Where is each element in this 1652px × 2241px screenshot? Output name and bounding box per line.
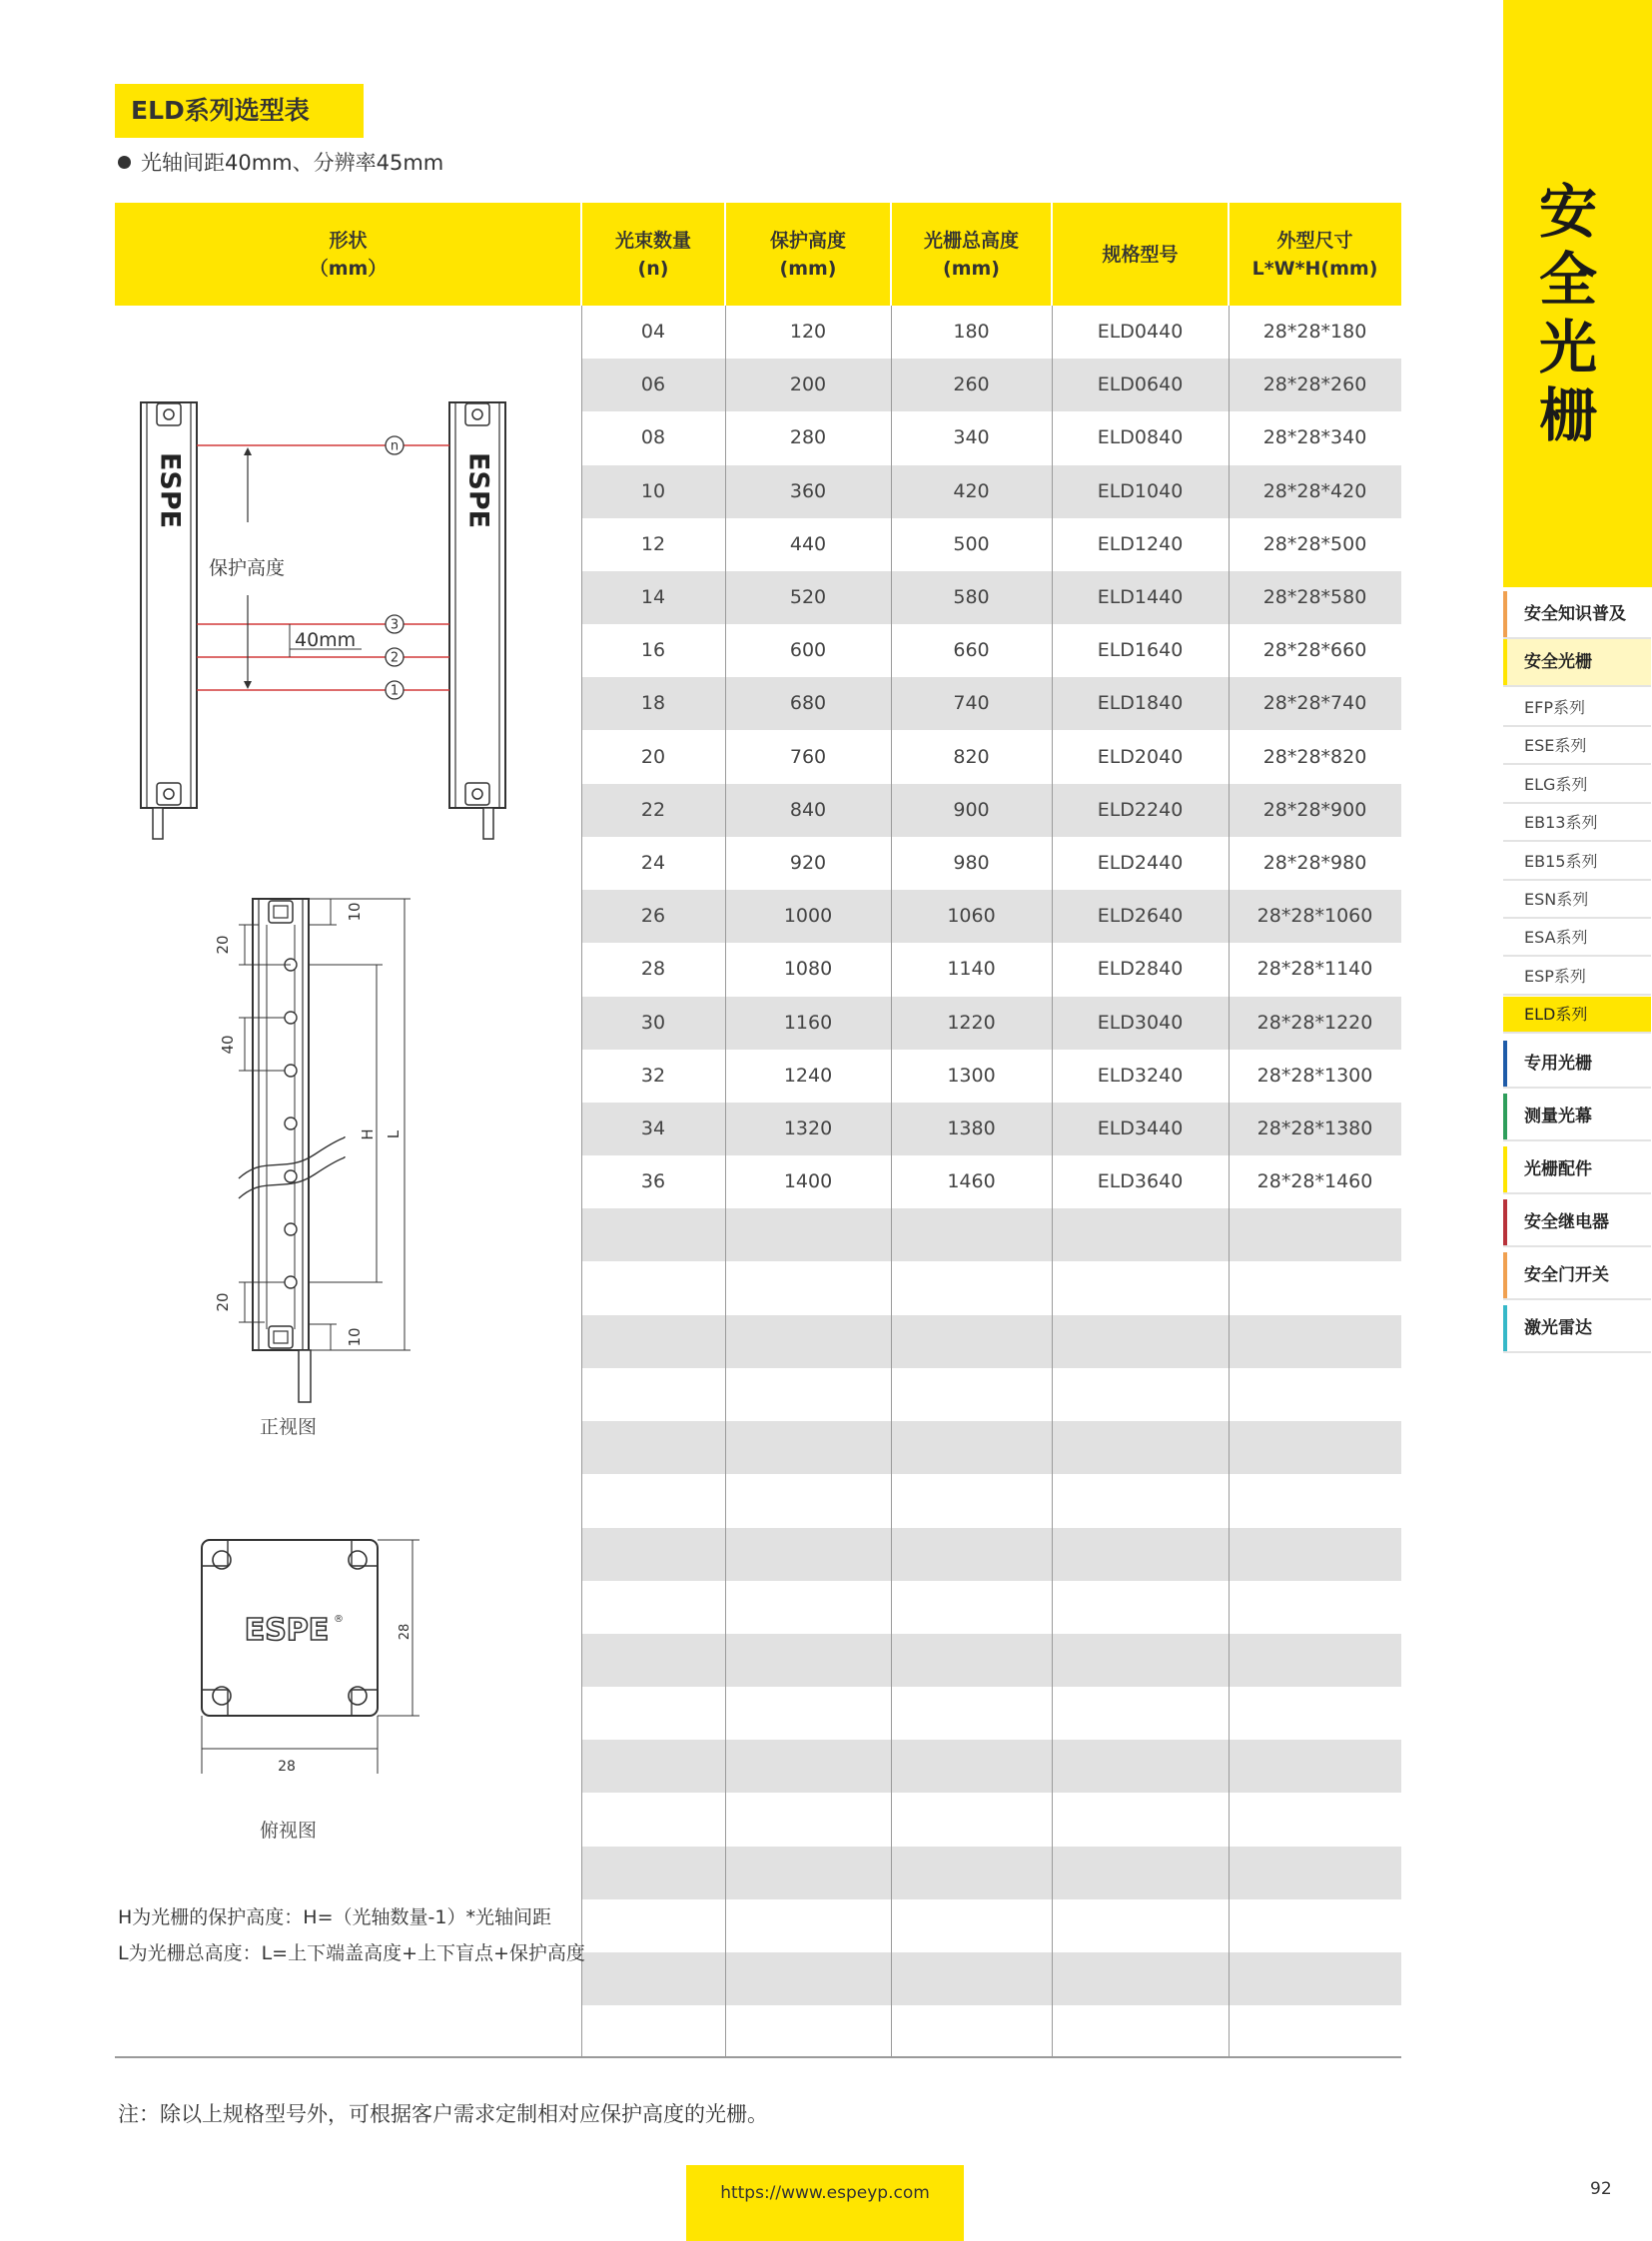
table-row <box>581 465 1401 518</box>
table-row <box>581 1740 1401 1793</box>
table-row <box>581 1899 1401 1952</box>
table-cell: 340 <box>953 426 990 449</box>
table-cell: ELD3640 <box>1097 1170 1184 1193</box>
table-cell: 1320 <box>783 1118 833 1139</box>
table-cell: 28*28*980 <box>1262 852 1367 874</box>
table-cell: 1080 <box>783 958 833 981</box>
table-cell: 28*28*1460 <box>1256 1170 1373 1193</box>
table-cell: 28*28*1220 <box>1256 1011 1373 1034</box>
table-cell: 28*28*260 <box>1262 374 1367 396</box>
table-cell: 1240 <box>783 1064 833 1087</box>
header-shape: 形状 （mm） <box>309 229 388 280</box>
table-cell: 1380 <box>947 1118 996 1139</box>
sidebar-sub-item[interactable]: EB13系列 <box>1503 805 1651 842</box>
table-cell: 680 <box>789 692 827 715</box>
brand-logo-right: ESPE <box>462 451 494 529</box>
table-cell: 28*28*180 <box>1262 321 1367 343</box>
table-cell: 28*28*340 <box>1262 426 1367 449</box>
sidebar-nav-item[interactable]: 安全知识普及 <box>1503 591 1651 639</box>
table-cell: 440 <box>789 532 827 555</box>
table-cell: 980 <box>953 852 990 874</box>
table-cell: 22 <box>640 798 666 821</box>
sidebar-nav-item[interactable]: 光栅配件 <box>1503 1146 1651 1194</box>
table-row <box>581 1050 1401 1103</box>
table-cell: ELD2840 <box>1097 958 1184 981</box>
table-row <box>581 890 1401 943</box>
table-cell: ELD2440 <box>1097 852 1184 874</box>
table-cell: 26 <box>640 905 666 928</box>
table-row <box>581 1262 1401 1315</box>
table-cell: 16 <box>640 639 666 662</box>
table-row <box>581 677 1401 730</box>
table-row <box>581 411 1401 464</box>
footer-url[interactable]: https://www.espeyp.com <box>686 2165 964 2241</box>
table-cell: ELD2240 <box>1097 798 1184 821</box>
header-dimensions: 外型尺寸 L*W*H(mm) <box>1251 229 1378 280</box>
table-cell: 180 <box>953 321 990 343</box>
table-row <box>581 1581 1401 1634</box>
table-row <box>581 518 1401 571</box>
table-cell: 900 <box>953 798 990 821</box>
table-row <box>581 784 1401 837</box>
table-row <box>581 1315 1401 1368</box>
table-cell: ELD0640 <box>1097 374 1184 396</box>
table-row <box>581 571 1401 624</box>
drawing-svg <box>115 306 581 2057</box>
pitch-label: 40mm <box>295 629 357 651</box>
table-cell: 28*28*420 <box>1262 479 1367 502</box>
table-cell: 1140 <box>947 958 996 981</box>
table-cell: ELD1640 <box>1097 639 1184 662</box>
table-cell: 1000 <box>783 905 833 928</box>
table-row <box>581 943 1401 996</box>
table-cell: 840 <box>789 798 827 821</box>
sidebar-sub-item[interactable]: ELD系列 <box>1503 997 1651 1034</box>
sidebar-sub-item[interactable]: ESE系列 <box>1503 728 1651 765</box>
top-view-label: 俯视图 <box>260 1820 318 1842</box>
table-cell: 14 <box>640 586 666 608</box>
table-row <box>581 2005 1401 2058</box>
table-cell: 06 <box>640 374 666 396</box>
table-cell: ELD2640 <box>1097 905 1184 928</box>
dim-40: 40 <box>219 1035 237 1055</box>
sidebar-nav-item[interactable]: 安全门开关 <box>1503 1252 1651 1300</box>
table-cell: 920 <box>789 852 827 874</box>
table-cell: 10 <box>640 479 666 502</box>
header-protect-height: 保护高度 (mm) <box>769 229 846 280</box>
table-cell: 520 <box>789 586 827 608</box>
table-cell: 600 <box>789 639 827 662</box>
sidebar-sub-item[interactable]: EB15系列 <box>1503 844 1651 881</box>
table-cell: 34 <box>640 1118 666 1139</box>
product-drawing <box>115 306 581 2057</box>
dim-10-bottom: 10 <box>346 1327 364 1347</box>
brand-logo-top-view: ESPE <box>244 1613 330 1648</box>
table-cell: 28*28*580 <box>1262 586 1367 608</box>
table-cell: 1400 <box>783 1170 833 1193</box>
table-cell: 28*28*660 <box>1262 639 1367 662</box>
sidebar-nav-item[interactable]: 安全光栅 <box>1503 639 1651 687</box>
table-row <box>581 1474 1401 1527</box>
table-cell: 28 <box>640 958 666 981</box>
table-cell: 420 <box>953 479 990 502</box>
dim-H: H <box>359 1128 377 1140</box>
table-row <box>581 1421 1401 1474</box>
table-cell: 580 <box>953 586 990 608</box>
table-cell: 04 <box>640 321 666 343</box>
table-cell: ELD3040 <box>1097 1011 1184 1034</box>
table-cell: ELD1440 <box>1097 586 1184 608</box>
table-cell: 32 <box>640 1064 666 1087</box>
sidebar-sub-item[interactable]: ELG系列 <box>1503 767 1651 804</box>
table-cell: 28*28*900 <box>1262 798 1367 821</box>
table-cell: ELD2040 <box>1097 745 1184 768</box>
table-cell: 760 <box>789 745 827 768</box>
dim-10-top: 10 <box>346 902 364 922</box>
table-row <box>581 1103 1401 1155</box>
sidebar-sub-item[interactable]: ESN系列 <box>1503 882 1651 919</box>
table-row <box>581 1687 1401 1740</box>
table-row <box>581 1155 1401 1208</box>
dim-20-bottom: 20 <box>214 1292 232 1312</box>
sidebar-sub-item[interactable]: ESA系列 <box>1503 920 1651 957</box>
table-cell: 360 <box>789 479 827 502</box>
sidebar-nav-item[interactable]: 激光雷达 <box>1503 1305 1651 1353</box>
table-row <box>581 1208 1401 1261</box>
table-row <box>581 1634 1401 1687</box>
table-cell: 820 <box>953 745 990 768</box>
dim-28-vertical: 28 <box>398 1623 413 1641</box>
table-cell: 1460 <box>947 1170 996 1193</box>
header-beam-count: 光束数量 (n) <box>614 229 691 280</box>
table-cell: ELD0840 <box>1097 426 1184 449</box>
sidebar-nav-item[interactable]: 安全继电器 <box>1503 1199 1651 1247</box>
header-model: 规格型号 <box>1102 243 1179 266</box>
table-cell: 20 <box>640 745 666 768</box>
formula-l: L为光栅总高度：L=上下端盖高度+上下盲点+保护高度 <box>118 1942 585 1964</box>
footnote: 注：除以上规格型号外，可根据客户需求定制相对应保护高度的光栅。 <box>118 2102 768 2126</box>
table-cell: ELD3240 <box>1097 1064 1184 1087</box>
table-cell: 18 <box>640 692 666 715</box>
table-cell: 28*28*1380 <box>1256 1118 1373 1139</box>
table-cell: 260 <box>953 374 990 396</box>
table-row <box>581 359 1401 411</box>
table-cell: 24 <box>640 852 666 874</box>
table-row <box>581 1794 1401 1847</box>
table-cell: 28*28*820 <box>1262 745 1367 768</box>
page-number: 92 <box>1590 2179 1612 2199</box>
table-row <box>581 1847 1401 1899</box>
table-cell: ELD1240 <box>1097 532 1184 555</box>
table-cell: ELD0440 <box>1097 321 1184 343</box>
sidebar-sub-item[interactable]: EFP系列 <box>1503 690 1651 727</box>
beam-3-marker: 3 <box>390 617 400 633</box>
front-view-label: 正视图 <box>260 1416 318 1438</box>
table-header <box>115 203 1401 306</box>
beam-2-marker: 2 <box>390 650 400 666</box>
registered-mark: ® <box>334 1614 344 1625</box>
table-cell: 28*28*1140 <box>1256 958 1373 981</box>
beam-1-marker: 1 <box>390 683 400 699</box>
curtain-pair-diagram <box>141 402 505 839</box>
front-view-diagram <box>214 899 411 1904</box>
table-cell: 12 <box>640 532 666 555</box>
top-view-diagram <box>202 1540 419 1775</box>
table-cell: 28*28*1060 <box>1256 905 1373 928</box>
protect-height-label: 保护高度 <box>209 557 286 579</box>
dim-L: L <box>385 1129 403 1139</box>
subtitle-text: 光轴间距40mm、分辨率45mm <box>141 151 444 175</box>
dim-20-top: 20 <box>214 935 232 955</box>
table-cell: 36 <box>640 1170 666 1193</box>
section-title: ELD系列选型表 <box>115 84 364 138</box>
sidebar-sub-item[interactable]: ESP系列 <box>1503 959 1651 996</box>
table-cell: 1220 <box>947 1011 996 1034</box>
table-cell: 28*28*500 <box>1262 532 1367 555</box>
table-row <box>581 997 1401 1050</box>
sidebar-title: 安 全 光 栅 <box>1538 178 1597 449</box>
table-cell: ELD1040 <box>1097 479 1184 502</box>
table-cell: 500 <box>953 532 990 555</box>
table-cell: 28*28*1300 <box>1256 1064 1373 1087</box>
table-row <box>581 837 1401 890</box>
table-row <box>581 624 1401 677</box>
table-cell: 1060 <box>947 905 996 928</box>
table-cell: ELD1840 <box>1097 692 1184 715</box>
table-row <box>581 306 1401 359</box>
table-cell: 740 <box>953 692 990 715</box>
table-cell: 280 <box>789 426 827 449</box>
sidebar-nav-item[interactable]: 专用光栅 <box>1503 1041 1651 1089</box>
table-cell: 120 <box>789 321 827 343</box>
table-row <box>581 731 1401 784</box>
formula-h: H为光栅的保护高度：H=（光轴数量-1）*光轴间距 <box>118 1906 551 1928</box>
table-cell: 660 <box>953 639 990 662</box>
table-cell: ELD3440 <box>1097 1118 1184 1139</box>
table-row <box>581 1952 1401 2005</box>
table-cell: 28*28*740 <box>1262 692 1367 715</box>
table-row <box>581 1528 1401 1581</box>
beam-n-marker: n <box>390 438 400 454</box>
header-total-height: 光栅总高度 (mm) <box>923 229 1019 280</box>
brand-logo-left: ESPE <box>154 451 186 529</box>
dim-28-horizontal: 28 <box>278 1759 296 1775</box>
table-row <box>581 1368 1401 1421</box>
sidebar-nav-item[interactable]: 测量光幕 <box>1503 1094 1651 1141</box>
table-cell: 1300 <box>947 1064 996 1087</box>
table-cell: 200 <box>789 374 827 396</box>
table-cell: 1160 <box>783 1011 833 1034</box>
bullet-icon <box>118 156 131 169</box>
table-cell: 08 <box>640 426 666 449</box>
table-cell: 30 <box>640 1011 666 1034</box>
subtitle <box>118 148 443 178</box>
